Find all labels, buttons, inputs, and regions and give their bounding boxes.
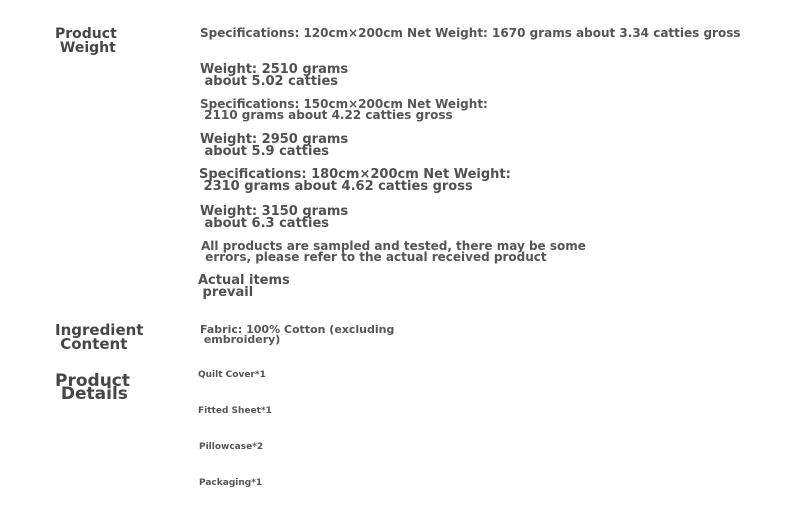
actual-items-note: Actual items prevail bbox=[198, 273, 290, 300]
spec-150-line: Specifications: 150cm×200cm Net Weight: 2110 grams about 4.22 catties gross bbox=[200, 97, 488, 122]
detail-item-fitted-sheet: Fitted Sheet*1 bbox=[198, 406, 272, 416]
spec-180-line: Specifications: 180cm×200cm Net Weight: 2310 grams about 4.62 catties gross bbox=[199, 167, 511, 194]
spec-120-line: Specifications: 120cm×200cm Net Weight: 1670 grams about 3.34 catties gross bbox=[200, 26, 741, 40]
gross-weight-120: Weight: 2510 grams about 5.02 catties bbox=[200, 62, 349, 89]
ingredient-content-label: Ingredient Content bbox=[55, 321, 144, 353]
gross-weight-150: Weight: 2950 grams about 5.9 catties bbox=[200, 132, 349, 159]
detail-item-pillowcase: Pillowcase*2 bbox=[199, 442, 264, 452]
testing-disclaimer: All products are sampled and tested, there may be some errors, please refer to the actual received product bbox=[201, 239, 586, 264]
fabric-composition: Fabric: 100% Cotton (excluding embroidery) bbox=[200, 323, 395, 346]
detail-item-packaging: Packaging*1 bbox=[199, 478, 263, 488]
gross-weight-180: Weight: 3150 grams about 6.3 catties bbox=[200, 204, 349, 231]
detail-item-quilt-cover: Quilt Cover*1 bbox=[198, 370, 266, 380]
product-weight-label: Product Weight bbox=[55, 26, 117, 56]
product-details-label: Product Details bbox=[55, 371, 130, 404]
